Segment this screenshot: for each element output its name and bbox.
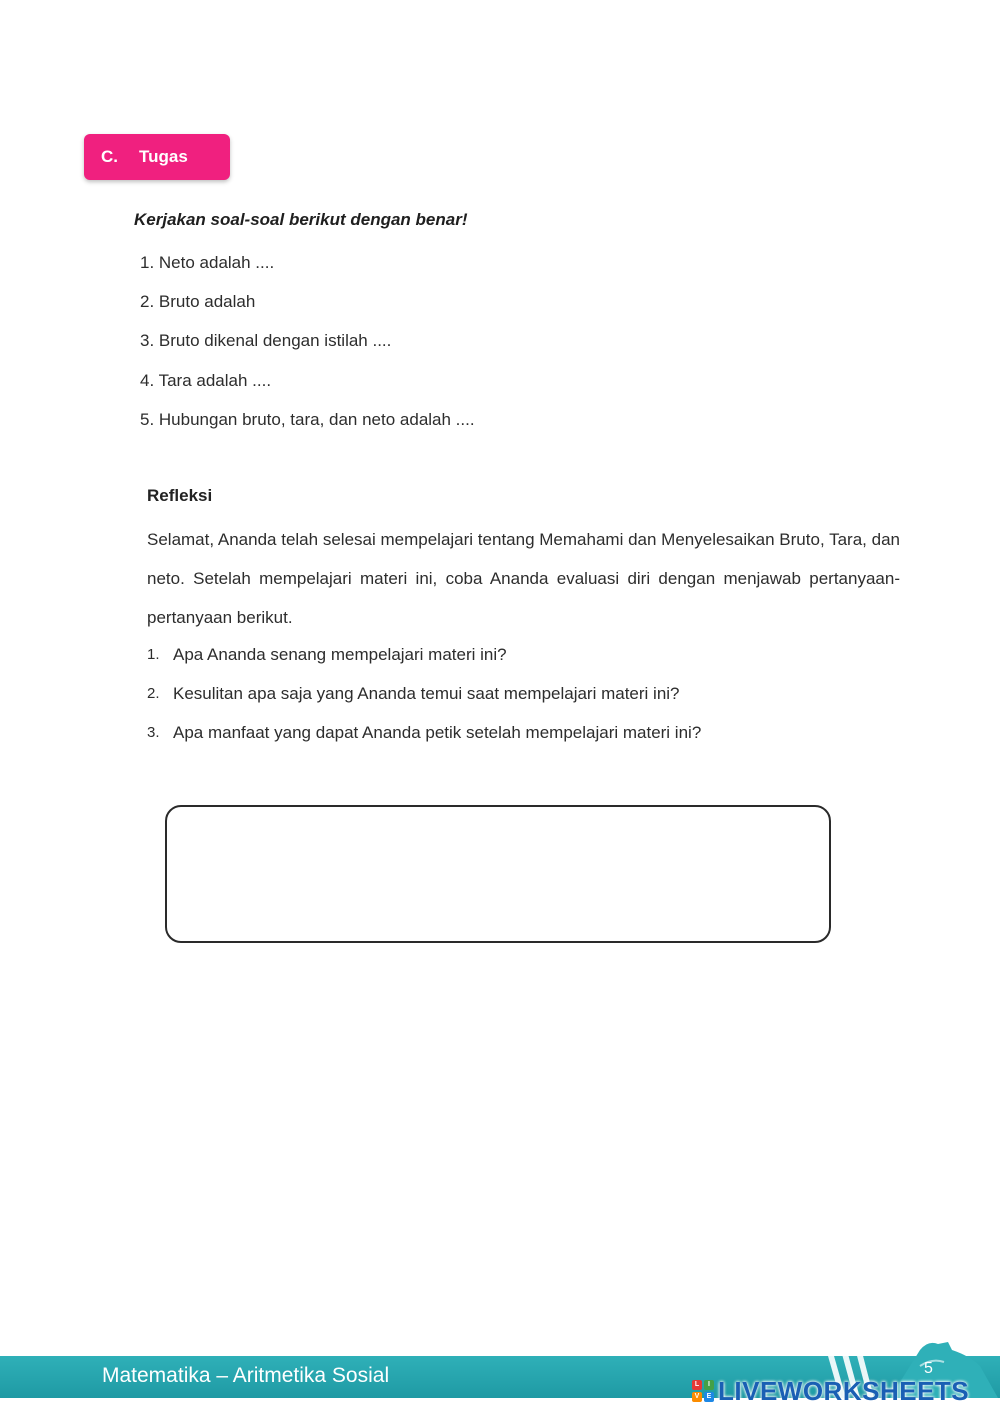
task-item: 2. Bruto adalah — [140, 292, 256, 312]
question-text: Kesulitan apa saja yang Ananda temui saat mempelajari materi ini? — [173, 684, 680, 703]
instruction-text: Kerjakan soal-soal berikut dengan benar! — [134, 210, 468, 229]
section-tag — [84, 134, 230, 180]
question-number: 2. — [147, 685, 160, 702]
reflection-question — [147, 642, 701, 681]
reflection-question — [147, 720, 701, 759]
question-number: 3. — [147, 724, 160, 741]
logo-letter: L — [692, 1380, 702, 1390]
liveworksheets-watermark — [692, 1376, 969, 1406]
reflection-question-list — [147, 642, 701, 759]
question-text: Apa Ananda senang mempelajari materi ini? — [173, 645, 507, 664]
footer-title: Matematika – Aritmetika Sosial — [102, 1364, 390, 1387]
question-text: Apa manfaat yang dapat Ananda petik setelah mempelajari materi ini? — [173, 723, 702, 742]
reflection-question — [147, 681, 701, 720]
page-number: 5 — [924, 1360, 933, 1377]
task-item: 1. Neto adalah .... — [140, 253, 275, 272]
reflection-text: Selamat, Ananda telah selesai mempelajari tentang Memahami dan Menyelesaikan Bruto, Tara, dan neto. Setelah mempelajari materi ini, coba Ananda evaluasi diri dengan menjawab pertanyaan-pertanyaan berikut. — [147, 530, 900, 627]
section-label: Tugas — [139, 147, 188, 166]
logo-letter: V — [692, 1392, 702, 1402]
logo-letter: I — [704, 1380, 714, 1390]
question-number: 1. — [147, 646, 160, 663]
reflection-title: Refleksi — [147, 486, 213, 505]
section-letter: C. — [101, 147, 118, 166]
task-item: 3. Bruto dikenal dengan istilah .... — [140, 331, 392, 351]
watermark-text: LIVEWORKSHEETS — [718, 1375, 970, 1406]
answer-text-box[interactable] — [165, 805, 831, 943]
task-item: 4. Tara adalah .... — [140, 370, 272, 390]
logo-letter: E — [704, 1392, 714, 1402]
task-item: 5. Hubungan bruto, tara, dan neto adalah .... — [140, 409, 475, 429]
liveworksheets-logo-icon — [692, 1380, 714, 1402]
task-list — [140, 250, 475, 446]
